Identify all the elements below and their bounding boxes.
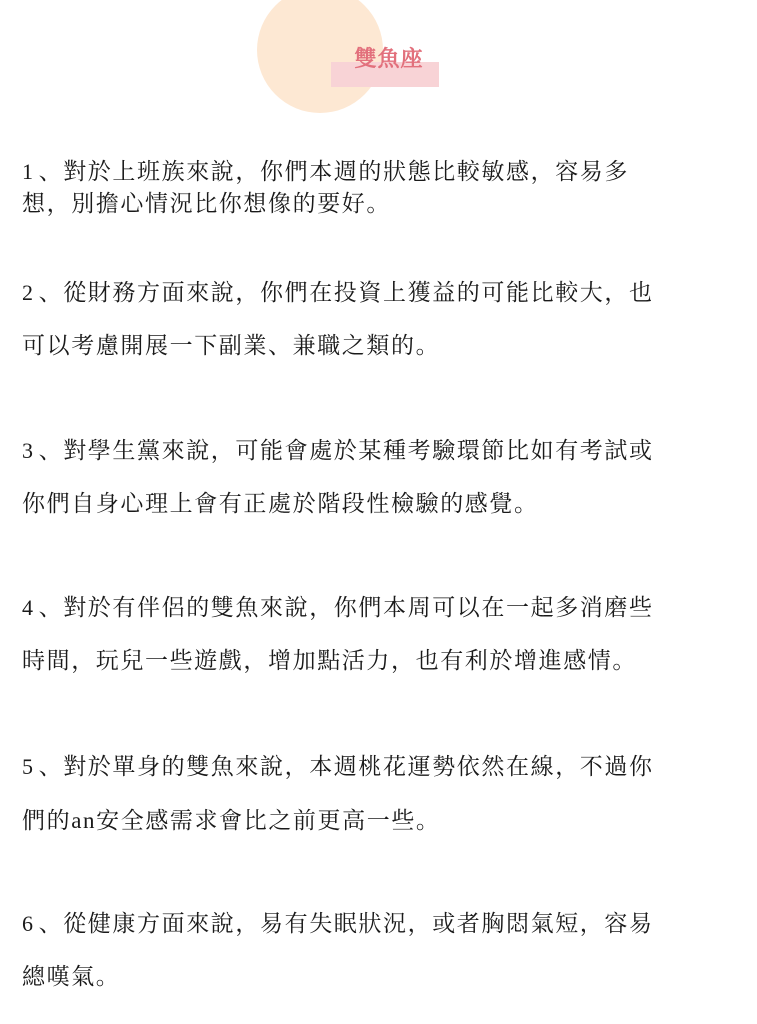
list-item-line (22, 740, 746, 794)
item-text: 們的 (22, 808, 72, 834)
list-item-line: 你們自身心理上會有正處於階段性檢驗的感覺。 (22, 491, 539, 517)
list-item-line (22, 266, 746, 320)
list-item-1 (22, 156, 746, 220)
list-item-line: 總嘆氣。 (22, 964, 121, 990)
item-text: 安全感需求會比之前更高一些。 (96, 808, 441, 834)
list-item-line: 時間，玩兒一些遊戲，增加點活力，也有利於增進感情。 (22, 648, 637, 674)
item-text: 、對於上班族來說，你們本週的狀態比較敏感，容易多 (38, 159, 630, 185)
list-item-line (22, 794, 746, 848)
list-item-line (22, 424, 746, 478)
item-number: 1 (22, 159, 35, 184)
list-item-2 (22, 266, 746, 373)
list-item-5 (22, 740, 746, 848)
item-text: 、從健康方面來說，易有失眠狀況，或者胸悶氣短，容易 (38, 911, 654, 937)
page-title: 雙魚座 (354, 47, 424, 72)
item-text: 、對學生黨來說，可能會處於某種考驗環節比如有考試或 (38, 438, 654, 464)
title-header (0, 0, 757, 120)
item-number: 6 (22, 911, 35, 936)
item-text: 、對於單身的雙魚來說，本週桃花運勢依然在線，不過你 (38, 754, 654, 780)
list-item-line (22, 581, 746, 635)
item-text: 、從財務方面來說，你們在投資上獲益的可能比較大，也 (38, 280, 654, 306)
list-item-line: 想，別擔心情況比你想像的要好。 (22, 191, 391, 217)
list-item-line: 可以考慮開展一下副業、兼職之類的。 (22, 333, 441, 359)
item-number: 4 (22, 595, 35, 620)
list-item-line (22, 156, 746, 188)
item-number: 5 (22, 754, 35, 779)
item-text: 、對於有伴侶的雙魚來說，你們本周可以在一起多消磨些 (38, 595, 654, 621)
item-number: 2 (22, 280, 35, 305)
item-number: 3 (22, 438, 35, 463)
list-item-line (22, 897, 746, 951)
list-item-6 (22, 897, 746, 1004)
list-item-3 (22, 424, 746, 531)
item-text-latin: an (71, 808, 97, 833)
list-item-4 (22, 581, 746, 688)
